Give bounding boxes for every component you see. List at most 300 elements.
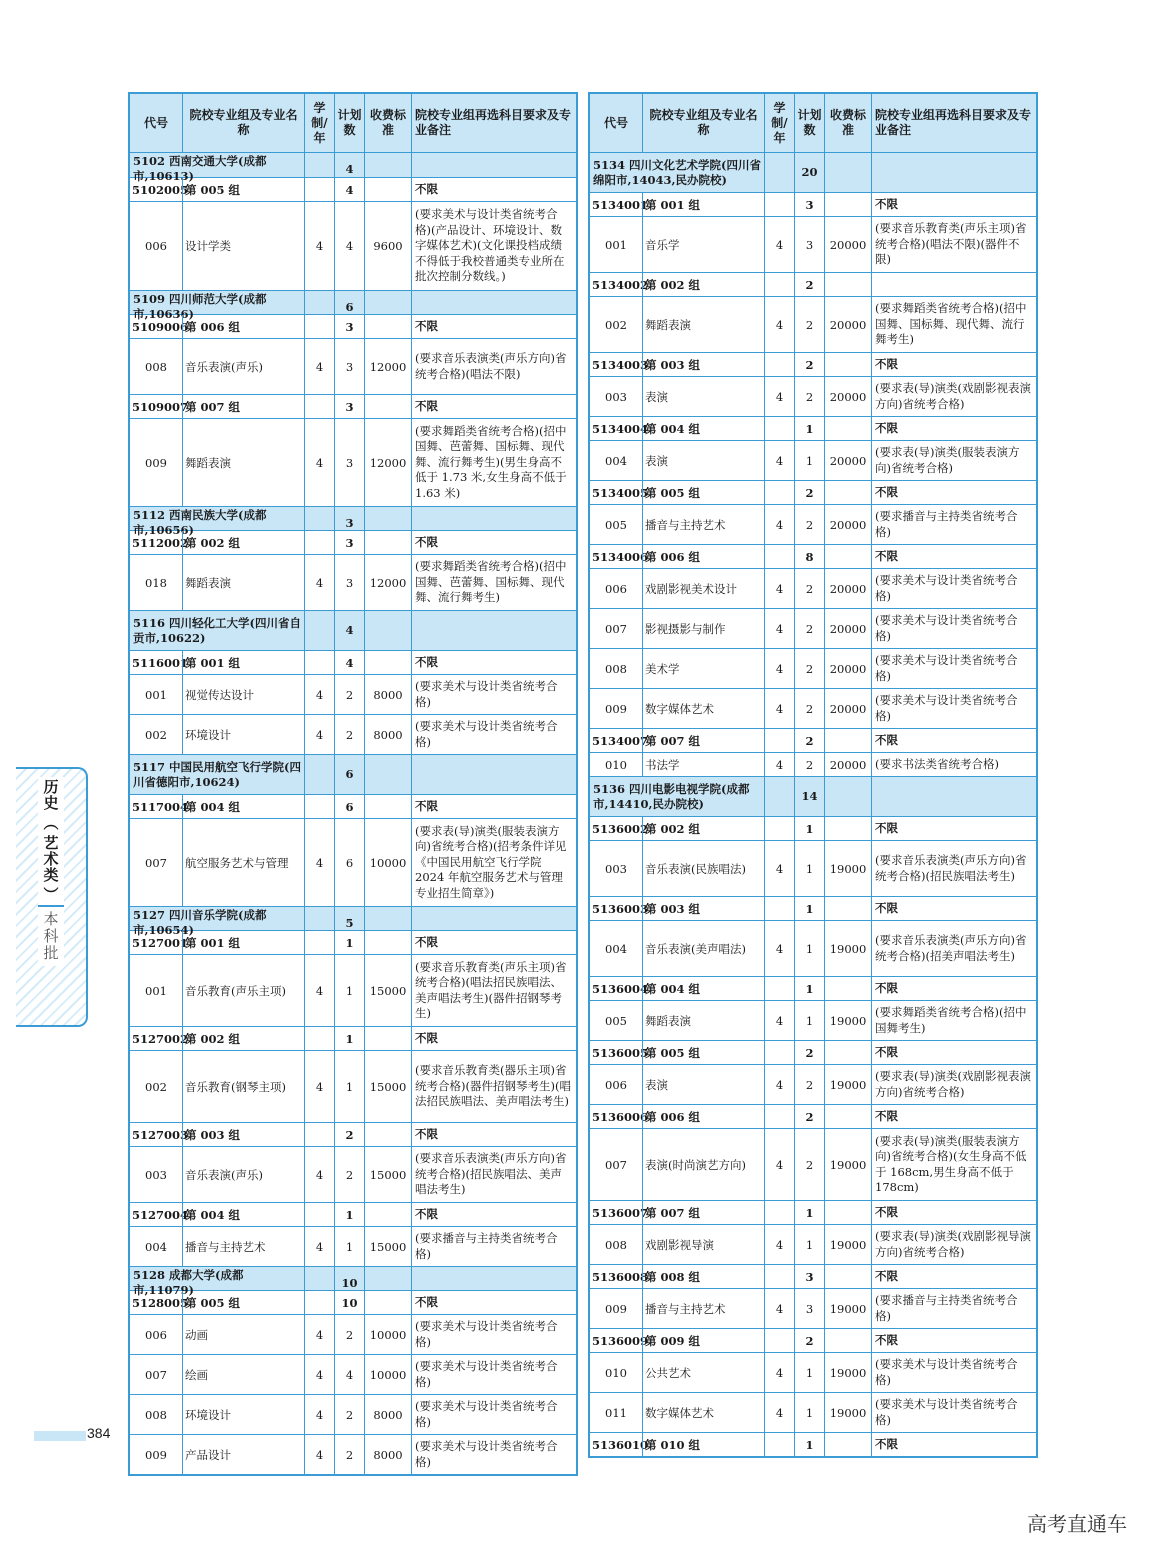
- fee-cell: 20000: [824, 297, 871, 352]
- major-note: (要求音乐表演类(声乐方向)省统考合格)(招美声唱法考生): [871, 921, 1036, 976]
- group-code: 5136003: [592, 901, 649, 916]
- major-name: 音乐表演(民族唱法): [642, 841, 764, 896]
- institution-name: 5128 成都大学(成都市,11079): [133, 1268, 244, 1297]
- years-cell: [764, 817, 794, 840]
- institution-name: 5136 四川电影电视学院(成都市,14410,民办院校): [593, 781, 750, 811]
- fee-cell: [824, 1433, 871, 1456]
- years-cell: 4: [764, 1225, 794, 1264]
- group-code: 5136002: [592, 821, 649, 836]
- header-plan: 计划数: [334, 94, 364, 152]
- fee-cell: 10000: [364, 819, 411, 906]
- fee-cell: [824, 153, 871, 192]
- years-cell: 4: [304, 1395, 334, 1434]
- group-row: [130, 394, 576, 418]
- fee-cell: 20000: [824, 505, 871, 544]
- institution-name: 5134 四川文化艺术学院(四川省绵阳市,14043,民办院校): [593, 157, 761, 187]
- years-cell: [304, 755, 334, 794]
- plan-cell: 1: [794, 817, 824, 840]
- plan-cell: 2: [334, 715, 364, 754]
- major-row: [130, 554, 576, 610]
- plan-cell: 1: [794, 921, 824, 976]
- major-row: [130, 1226, 576, 1266]
- group-name: 第 002 组: [642, 273, 764, 296]
- institution-name: 5117 中国民用航空飞行学院(四川省德阳市,10624): [133, 759, 301, 789]
- group-code: 5127002: [132, 1031, 189, 1046]
- group-note: 不限: [871, 353, 1036, 376]
- group-row: [130, 530, 576, 554]
- major-row: [130, 674, 576, 714]
- years-cell: [764, 1265, 794, 1288]
- table-header-row: [130, 94, 576, 152]
- fee-cell: [364, 651, 411, 674]
- fee-cell: 20000: [824, 569, 871, 608]
- fee-cell: 20000: [824, 441, 871, 480]
- major-row: [130, 954, 576, 1026]
- fee-cell: [364, 178, 411, 201]
- major-row: [130, 1394, 576, 1434]
- major-note: (要求音乐表演类(声乐方向)省统考合格)(招民族唱法考生): [871, 841, 1036, 896]
- group-row: [130, 930, 576, 954]
- major-row: [130, 201, 576, 290]
- group-note: 不限: [871, 545, 1036, 568]
- group-note: 不限: [411, 531, 576, 554]
- institution-row: [130, 290, 576, 321]
- group-code: 5127004: [132, 1207, 189, 1222]
- group-row: [590, 896, 1036, 920]
- major-row: [590, 648, 1036, 688]
- major-row: [590, 296, 1036, 352]
- years-cell: [304, 611, 334, 650]
- group-name: 第 007 组: [642, 1201, 764, 1224]
- group-note: 不限: [411, 651, 576, 674]
- years-cell: 4: [304, 819, 334, 906]
- group-name: 第 007 组: [182, 395, 304, 418]
- header-years: 学制/年: [304, 94, 334, 152]
- major-name: 表演: [642, 377, 764, 416]
- major-code: 007: [605, 621, 627, 636]
- years-cell: [764, 353, 794, 376]
- institution-row: [130, 906, 576, 937]
- plan-cell: 2: [794, 1129, 824, 1200]
- plan-cell: 2: [794, 353, 824, 376]
- admission-table-right: [588, 92, 1038, 1458]
- group-row: [590, 1328, 1036, 1352]
- group-code: 5136010: [592, 1437, 649, 1452]
- fee-cell: 19000: [824, 1393, 871, 1432]
- group-code: 5109006: [132, 319, 189, 334]
- major-code: 018: [145, 575, 167, 590]
- fee-cell: [824, 977, 871, 1000]
- plan-cell: 1: [334, 1051, 364, 1122]
- major-name: 航空服务艺术与管理: [182, 819, 304, 906]
- group-code: 5127001: [132, 935, 189, 950]
- major-name: 影视摄影与制作: [642, 609, 764, 648]
- plan-cell: 3: [334, 555, 364, 610]
- plan-cell: 3: [334, 315, 364, 338]
- major-code: 003: [605, 861, 627, 876]
- fee-cell: [824, 1329, 871, 1352]
- major-row: [130, 1354, 576, 1394]
- fee-cell: 20000: [824, 753, 871, 776]
- plan-cell: 2: [794, 649, 824, 688]
- fee-cell: 12000: [364, 419, 411, 506]
- group-note: 不限: [871, 1041, 1036, 1064]
- major-code: 006: [605, 581, 627, 596]
- major-code: 002: [145, 727, 167, 742]
- major-note: (要求书法类省统考合格): [871, 753, 1036, 776]
- fee-cell: [824, 777, 871, 816]
- fee-cell: [824, 273, 871, 296]
- group-name: 第 001 组: [182, 651, 304, 674]
- years-cell: [764, 273, 794, 296]
- major-name: 设计学类: [182, 202, 304, 290]
- major-row: [590, 216, 1036, 272]
- major-code: 007: [605, 1157, 627, 1172]
- group-name: 第 003 组: [642, 897, 764, 920]
- major-row: [590, 688, 1036, 728]
- years-cell: 4: [764, 753, 794, 776]
- fee-cell: 20000: [824, 649, 871, 688]
- major-code: 008: [605, 1237, 627, 1252]
- major-note: (要求音乐教育类(声乐主项)省统考合格)(唱法招民族唱法、美声唱法考生)(器件招钢琴考生): [411, 955, 576, 1026]
- plan-cell: 1: [334, 1027, 364, 1050]
- institution-row: [130, 506, 576, 537]
- group-name: 第 005 组: [642, 481, 764, 504]
- group-name: 第 005 组: [642, 1041, 764, 1064]
- major-note: (要求美术与设计类省统考合格): [411, 1315, 576, 1354]
- major-note: (要求美术与设计类省统考合格): [411, 715, 576, 754]
- major-code: 004: [145, 1239, 167, 1254]
- major-name: 舞蹈表演: [642, 1001, 764, 1040]
- plan-cell: 2: [794, 753, 824, 776]
- institution-name: 5116 四川轻化工大学(四川省自贡市,10622): [133, 615, 301, 645]
- years-cell: [764, 1329, 794, 1352]
- group-name: 第 002 组: [182, 531, 304, 554]
- major-code: 005: [605, 1013, 627, 1028]
- major-row: [130, 338, 576, 394]
- fee-cell: 15000: [364, 1147, 411, 1202]
- major-note: (要求舞蹈类省统考合格)(招中国舞考生): [871, 1001, 1036, 1040]
- major-name: 绘画: [182, 1355, 304, 1394]
- group-name: 第 006 组: [642, 1105, 764, 1128]
- major-name: 数字媒体艺术: [642, 1393, 764, 1432]
- years-cell: 4: [764, 609, 794, 648]
- major-note: (要求美术与设计类省统考合格): [411, 1435, 576, 1474]
- major-row: [590, 840, 1036, 896]
- major-name: 音乐表演(声乐): [182, 1147, 304, 1202]
- fee-cell: 9600: [364, 202, 411, 290]
- institution-name: 5112 西南民族大学(成都市,10656): [133, 508, 267, 537]
- years-cell: 4: [764, 377, 794, 416]
- plan-cell: 6: [334, 795, 364, 818]
- years-cell: 4: [764, 1001, 794, 1040]
- group-row: [590, 1264, 1036, 1288]
- header-fee: 收费标准: [364, 94, 411, 152]
- group-note: [871, 273, 1036, 296]
- plan-cell: 2: [794, 1041, 824, 1064]
- plan-cell: 2: [794, 377, 824, 416]
- plan-cell: 10: [334, 1267, 364, 1299]
- years-cell: [764, 481, 794, 504]
- group-name: 第 001 组: [642, 193, 764, 216]
- major-name: 书法学: [642, 753, 764, 776]
- years-cell: 4: [304, 419, 334, 506]
- plan-cell: 3: [334, 339, 364, 394]
- plan-cell: 1: [794, 897, 824, 920]
- plan-cell: 2: [794, 481, 824, 504]
- group-row: [590, 1200, 1036, 1224]
- major-code: 002: [145, 1079, 167, 1094]
- plan-cell: 10: [334, 1291, 364, 1314]
- years-cell: 4: [304, 1315, 334, 1354]
- major-row: [590, 1000, 1036, 1040]
- plan-cell: 4: [334, 651, 364, 674]
- major-code: 008: [605, 661, 627, 676]
- major-row: [590, 1224, 1036, 1264]
- major-note: (要求美术与设计类省统考合格): [871, 689, 1036, 728]
- admission-table-left: [128, 92, 578, 1476]
- major-note: (要求表(导)演类(戏剧影视表演方向)省统考合格): [871, 1065, 1036, 1104]
- plan-cell: 6: [334, 755, 364, 794]
- plan-cell: 1: [794, 1001, 824, 1040]
- group-code: 5134005: [592, 485, 649, 500]
- fee-cell: 20000: [824, 609, 871, 648]
- group-row: [130, 650, 576, 674]
- institution-row: [130, 1266, 576, 1297]
- major-code: 007: [145, 1367, 167, 1382]
- plan-cell: 4: [334, 202, 364, 290]
- group-code: 5136007: [592, 1205, 649, 1220]
- header-name: 院校专业组及专业名称: [642, 94, 764, 152]
- years-cell: [304, 315, 334, 338]
- major-name: 播音与主持艺术: [182, 1227, 304, 1266]
- institution-row: [590, 776, 1036, 816]
- plan-cell: 1: [794, 441, 824, 480]
- group-note: 不限: [871, 1433, 1036, 1456]
- major-note: (要求美术与设计类省统考合格): [411, 1355, 576, 1394]
- years-cell: 4: [304, 1355, 334, 1394]
- years-cell: 4: [764, 217, 794, 272]
- years-cell: [764, 153, 794, 192]
- plan-cell: 3: [334, 395, 364, 418]
- sidebar-batch: 本科批: [41, 911, 60, 962]
- header-code: 代号: [143, 115, 168, 130]
- plan-cell: 1: [794, 977, 824, 1000]
- major-row: [130, 418, 576, 506]
- major-code: 004: [605, 453, 627, 468]
- major-code: 011: [605, 1405, 627, 1420]
- group-row: [130, 314, 576, 338]
- header-name: 院校专业组及专业名称: [182, 94, 304, 152]
- major-note: (要求美术与设计类省统考合格): [871, 1353, 1036, 1392]
- fee-cell: [824, 545, 871, 568]
- plan-cell: 2: [794, 1105, 824, 1128]
- years-cell: [764, 545, 794, 568]
- major-note: (要求舞蹈类省统考合格)(招中国舞、芭蕾舞、国标舞、现代舞、流行舞考生)(男生身高不低于 1.73 米,女生身高不低于 1.63 米): [411, 419, 576, 506]
- group-code: 5136009: [592, 1333, 649, 1348]
- fee-cell: 15000: [364, 1227, 411, 1266]
- fee-cell: [364, 931, 411, 954]
- major-name: 舞蹈表演: [182, 555, 304, 610]
- fee-cell: [364, 611, 411, 650]
- group-row: [130, 1290, 576, 1314]
- plan-cell: 1: [334, 955, 364, 1026]
- major-row: [130, 714, 576, 754]
- major-code: 008: [145, 359, 167, 374]
- fee-cell: [364, 1203, 411, 1226]
- fee-cell: 8000: [364, 1395, 411, 1434]
- fee-cell: 19000: [824, 1129, 871, 1200]
- years-cell: 4: [764, 689, 794, 728]
- plan-cell: 2: [794, 569, 824, 608]
- table-header-row: [590, 94, 1036, 152]
- group-name: 第 007 组: [642, 729, 764, 752]
- group-row: [590, 272, 1036, 296]
- years-cell: 4: [304, 675, 334, 714]
- plan-cell: 2: [794, 505, 824, 544]
- group-note: 不限: [411, 931, 576, 954]
- years-cell: [764, 777, 794, 816]
- plan-cell: 1: [794, 1433, 824, 1456]
- major-note: (要求表(导)演类(戏剧影视表演方向)省统考合格): [871, 377, 1036, 416]
- group-row: [590, 1040, 1036, 1064]
- fee-cell: 15000: [364, 1051, 411, 1122]
- major-note: (要求美术与设计类省统考合格): [871, 609, 1036, 648]
- group-note: 不限: [871, 193, 1036, 216]
- group-row: [590, 416, 1036, 440]
- group-code: 5134006: [592, 549, 649, 564]
- plan-cell: 2: [334, 1123, 364, 1146]
- fee-cell: 19000: [824, 1225, 871, 1264]
- major-row: [590, 1288, 1036, 1328]
- major-row: [590, 920, 1036, 976]
- plan-cell: 1: [794, 1353, 824, 1392]
- plan-cell: 2: [794, 729, 824, 752]
- group-note: 不限: [411, 315, 576, 338]
- major-row: [130, 1050, 576, 1122]
- group-name: 第 004 组: [182, 795, 304, 818]
- major-note: (要求美术与设计类省统考合格): [871, 569, 1036, 608]
- years-cell: 4: [764, 1353, 794, 1392]
- group-name: 第 002 组: [182, 1027, 304, 1050]
- fee-cell: [824, 1041, 871, 1064]
- plan-cell: 2: [794, 273, 824, 296]
- major-row: [590, 1352, 1036, 1392]
- sidebar-subject: 历史: [41, 779, 60, 811]
- notes-cell: [411, 755, 576, 794]
- years-cell: [304, 651, 334, 674]
- group-row: [130, 794, 576, 818]
- group-row: [590, 544, 1036, 568]
- header-fee: 收费标准: [824, 94, 871, 152]
- group-note: 不限: [411, 395, 576, 418]
- plan-cell: 1: [334, 1203, 364, 1226]
- major-code: 009: [605, 1301, 627, 1316]
- group-name: 第 003 组: [182, 1123, 304, 1146]
- group-code: 5128005: [132, 1295, 189, 1310]
- major-row: [590, 1392, 1036, 1432]
- fee-cell: [824, 353, 871, 376]
- plan-cell: 3: [794, 217, 824, 272]
- group-note: 不限: [411, 1203, 576, 1226]
- years-cell: 4: [304, 1147, 334, 1202]
- plan-cell: 1: [794, 1201, 824, 1224]
- major-note: (要求美术与设计类省统考合格): [411, 1395, 576, 1434]
- major-code: 007: [145, 855, 167, 870]
- group-row: [590, 192, 1036, 216]
- major-code: 003: [145, 1167, 167, 1182]
- page-number: 384: [87, 1425, 111, 1441]
- header-notes: 院校专业组再选科目要求及专业备注: [871, 94, 1036, 152]
- years-cell: [764, 977, 794, 1000]
- group-note: 不限: [411, 795, 576, 818]
- plan-cell: 1: [334, 931, 364, 954]
- group-row: [130, 177, 576, 201]
- years-cell: 4: [304, 202, 334, 290]
- notes-cell: [411, 611, 576, 650]
- years-cell: [764, 1201, 794, 1224]
- group-note: 不限: [871, 417, 1036, 440]
- years-cell: 4: [304, 715, 334, 754]
- fee-cell: [824, 417, 871, 440]
- group-code: 5134003: [592, 357, 649, 372]
- fee-cell: [364, 395, 411, 418]
- fee-cell: 19000: [824, 1289, 871, 1328]
- major-name: 环境设计: [182, 1395, 304, 1434]
- fee-cell: [364, 795, 411, 818]
- plan-cell: 2: [794, 609, 824, 648]
- major-name: 音乐教育(钢琴主项): [182, 1051, 304, 1122]
- major-row: [130, 1314, 576, 1354]
- group-note: 不限: [871, 897, 1036, 920]
- plan-cell: 6: [334, 291, 364, 323]
- plan-cell: 1: [334, 1227, 364, 1266]
- major-row: [590, 608, 1036, 648]
- years-cell: 4: [304, 1051, 334, 1122]
- fee-cell: [824, 1265, 871, 1288]
- major-name: 音乐表演(声乐): [182, 339, 304, 394]
- major-row: [590, 1128, 1036, 1200]
- major-note: (要求播音与主持类省统考合格): [871, 1289, 1036, 1328]
- major-code: 004: [605, 941, 627, 956]
- major-name: 音乐学: [642, 217, 764, 272]
- plan-cell: 2: [334, 1147, 364, 1202]
- group-note: 不限: [871, 1265, 1036, 1288]
- group-note: 不限: [871, 977, 1036, 1000]
- major-name: 戏剧影视美术设计: [642, 569, 764, 608]
- years-cell: [764, 897, 794, 920]
- group-code: 5112002: [132, 535, 189, 550]
- years-cell: 4: [304, 339, 334, 394]
- years-cell: 4: [764, 1393, 794, 1432]
- group-row: [590, 480, 1036, 504]
- fee-cell: [824, 1105, 871, 1128]
- group-name: 第 008 组: [642, 1265, 764, 1288]
- group-note: 不限: [411, 1123, 576, 1146]
- major-name: 动画: [182, 1315, 304, 1354]
- group-row: [590, 352, 1036, 376]
- major-row: [130, 818, 576, 906]
- fee-cell: 20000: [824, 377, 871, 416]
- plan-cell: 2: [334, 1395, 364, 1434]
- major-code: 008: [145, 1407, 167, 1422]
- major-row: [130, 1434, 576, 1474]
- institution-name: 5109 四川师范大学(成都市,10636): [133, 292, 267, 321]
- fee-cell: 19000: [824, 841, 871, 896]
- years-cell: 4: [764, 1065, 794, 1104]
- plan-cell: 1: [794, 841, 824, 896]
- years-cell: [304, 1123, 334, 1146]
